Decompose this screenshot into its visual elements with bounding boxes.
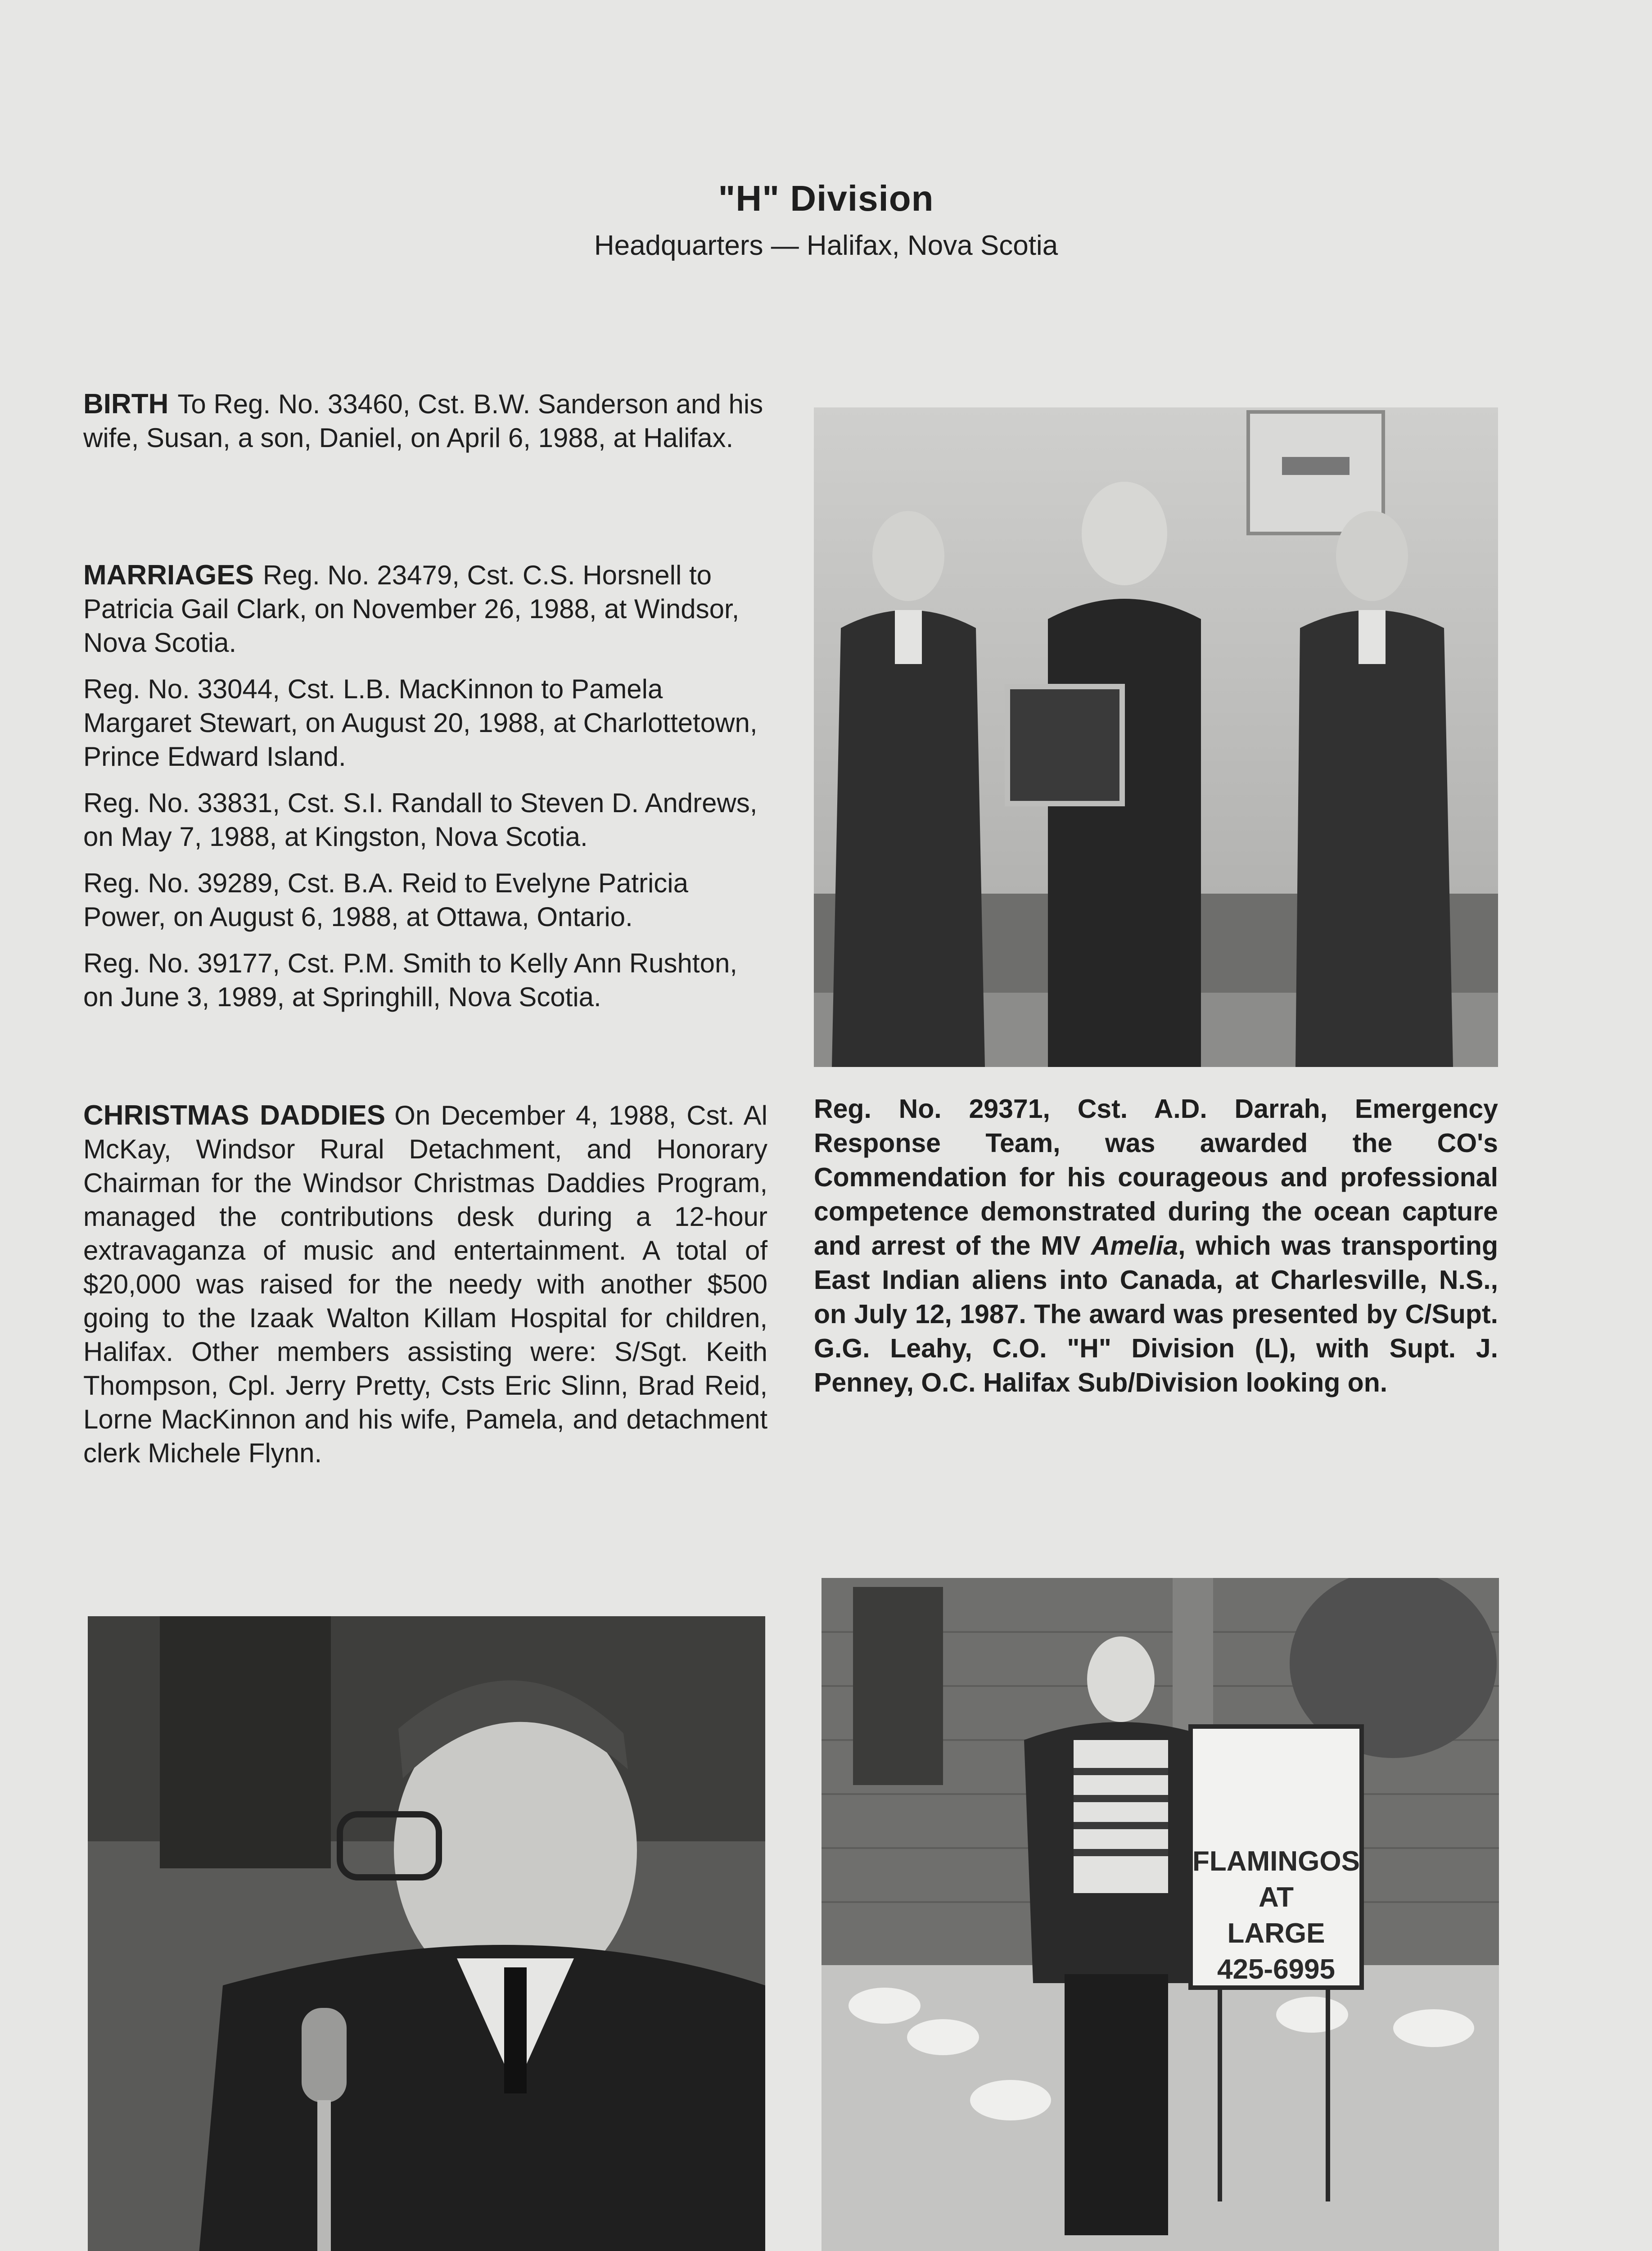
christmas-text: On December 4, 1988, Cst. Al McKay, Windsor Rural Detachment, and Honorary Chairman for the Windsor Christmas Daddies Program, managed the contributions desk during a 12-hour extravaganza of music and entertainment. A total of $20,000 was raised for the needy with another $500 going to the Izaak Walton Killam Hospital for children, Halifax. Other members assisting were: S/Sgt. Keith Thompson, Cpl. Jerry Pretty, Csts Eric Slinn, Brad Reid, Lorne MacKinnon and his wife, Pamela, and detachment clerk Michele Flynn. — [83, 1100, 767, 1468]
marriage-entry: Reg. No. 39177, Cst. P.M. Smith to Kelly Ann Rushton, on June 3, 1989, at Springhill, Nova Scotia. — [83, 948, 737, 1012]
wheaton-photo — [821, 1578, 1499, 2251]
marriages-section — [83, 558, 767, 1014]
birth-text: To Reg. No. 33460, Cst. B.W. Sanderson and his wife, Susan, a son, Daniel, on April 6, 1988, at Halifax. — [83, 389, 763, 453]
marriages-heading: MARRIAGES — [83, 560, 254, 591]
award-caption: Reg. No. 29371, Cst. A.D. Darrah, Emergency Response Team, was awarded the CO's Commendation for his courageous and professional competence demonstrated during the ocean capture and arrest of the MV Amelia, which was transporting East Indian aliens into Canada, at Charlesville, N.S., on July 12, 1987. The award was presented by C/Supt. G.G. Leahy, C.O. "H" Division (L), with Supt. J. Penney, O.C. Halifax Sub/Division looking on. — [814, 1094, 1498, 1397]
christmas-heading: CHRISTMAS DADDIES — [83, 1100, 386, 1131]
christmas-daddies-section — [83, 1098, 767, 1470]
marriage-entry: Reg. No. 33044, Cst. L.B. MacKinnon to Pamela Margaret Stewart, on August 20, 1988, at Charlottetown, Prince Edward Island. — [83, 674, 758, 772]
award-photo — [814, 407, 1498, 1067]
page-title: "H" Division — [718, 178, 934, 218]
page-subtitle: Headquarters — Halifax, Nova Scotia — [594, 230, 1058, 261]
vessel-name: Amelia — [1091, 1231, 1178, 1261]
sign-line-3: LARGE — [1227, 1918, 1325, 1949]
marriage-entry: Reg. No. 23479, Cst. C.S. Horsnell to Patricia Gail Clark, on November 26, 1988, at Windsor, Nova Scotia. — [83, 560, 740, 658]
birth-section — [83, 387, 767, 455]
mckay-photo — [88, 1616, 765, 2251]
sign-line-2: AT — [1258, 1882, 1294, 1913]
marriage-entry: Reg. No. 39289, Cst. B.A. Reid to Evelyne Patricia Power, on August 6, 1988, at Ottawa, Ontario. — [83, 868, 688, 932]
sign-phone: 425-6995 — [1217, 1954, 1336, 1985]
birth-heading: BIRTH — [83, 389, 169, 420]
sign-line-1: FLAMINGOS — [1192, 1846, 1360, 1877]
marriage-entry: Reg. No. 33831, Cst. S.I. Randall to Steven D. Andrews, on May 7, 1988, at Kingston, Nova Scotia. — [83, 788, 758, 852]
